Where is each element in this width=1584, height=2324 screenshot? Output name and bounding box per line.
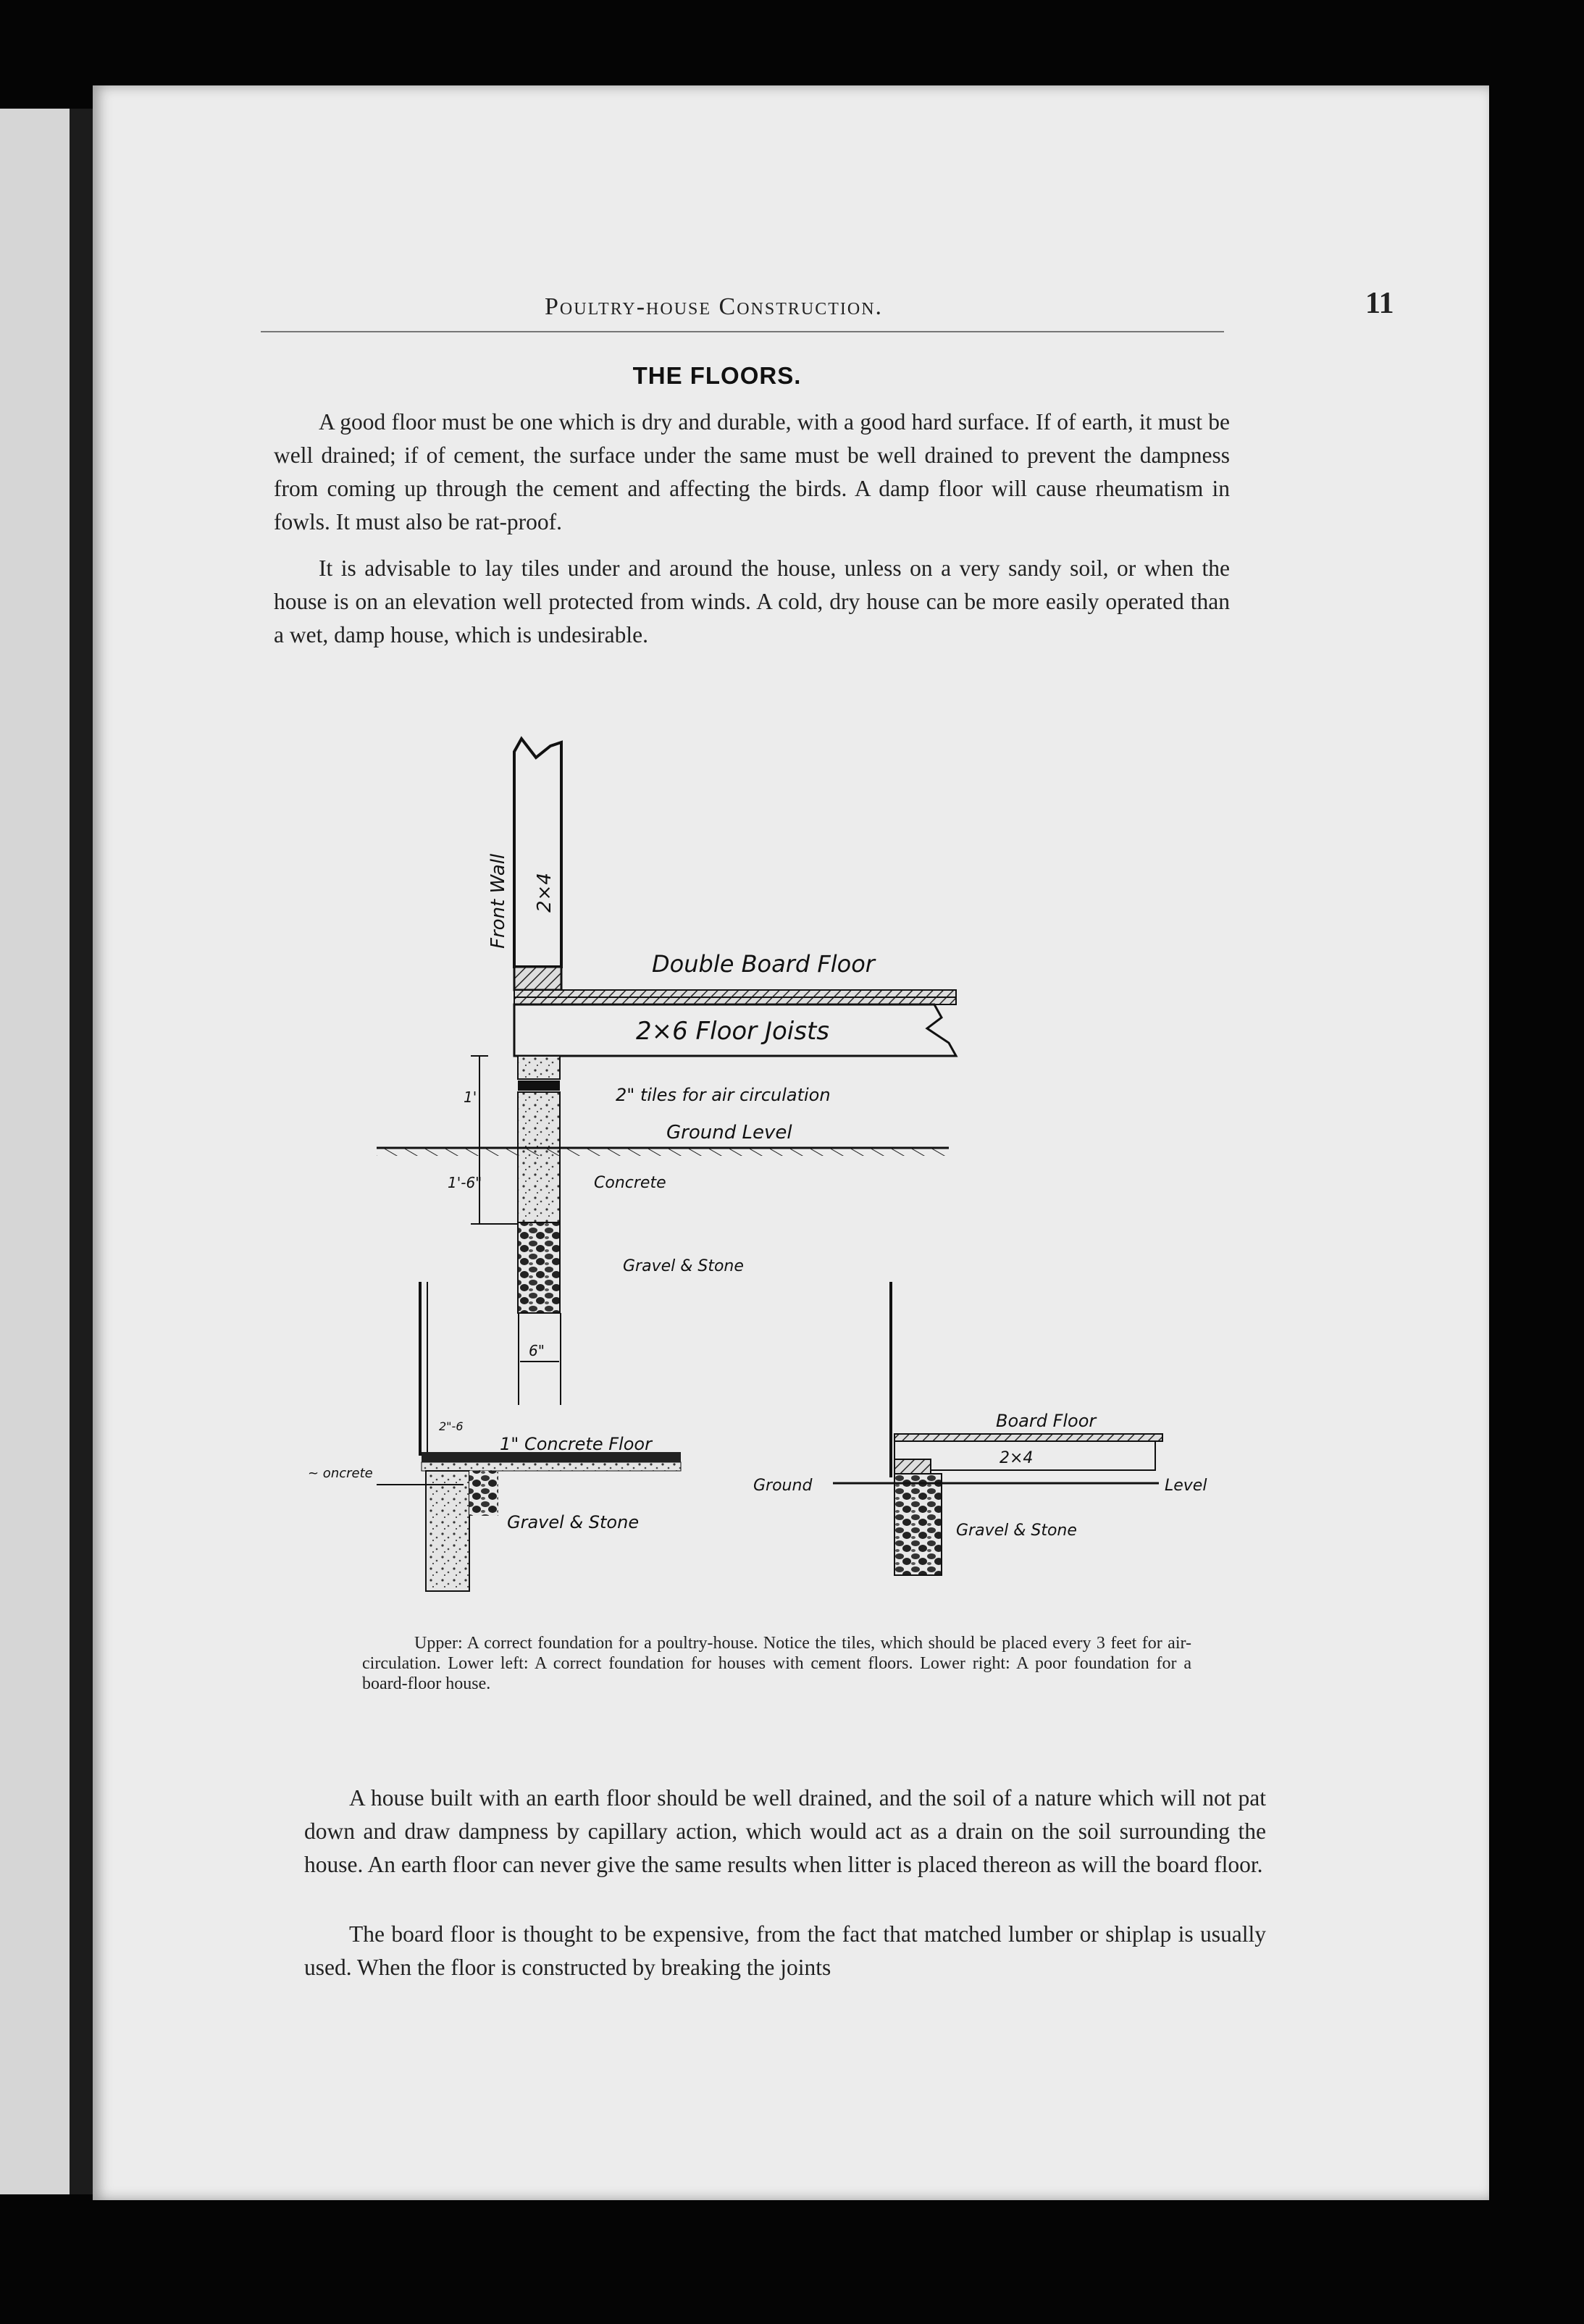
sill-right [894,1459,931,1474]
board-floor-label: Board Floor [996,1411,1097,1431]
foundation-diagram [290,731,1231,1622]
tiles-label: 2" tiles for air circulation [616,1085,831,1105]
stud-right-label: 2×4 [1000,1449,1034,1467]
concrete-floor-label: 1" Concrete Floor [500,1434,652,1454]
concrete-footing [518,1092,560,1222]
page-header [261,206,1394,330]
level-label: Level [1165,1477,1207,1495]
stud-label: 2×4 [534,873,556,913]
gravel-left [469,1471,498,1516]
double-board-floor-label: Double Board Floor [652,950,875,978]
ground-label: Ground [753,1477,813,1495]
concrete-side-label: ~ oncrete [308,1466,373,1481]
page-number: 11 [1365,287,1394,320]
width-label: 6" [529,1342,545,1359]
lower-left-diagram [308,1282,681,1591]
front-wall-label: Front Wall [487,853,509,949]
book-gutter [70,109,93,2194]
gravel-stone-label: Gravel & Stone [623,1257,744,1275]
running-title: Poultry-house Construction. [545,293,884,320]
left-page-edge [0,109,78,2194]
gravel-stone-left-label: Gravel & Stone [507,1512,640,1532]
gravel-footing [518,1222,560,1313]
upper-diagram [377,739,956,1405]
wall-footing [426,1471,469,1591]
concrete-label: Concrete [594,1174,666,1192]
floor-joists-label: 2×6 Floor Joists [636,1017,829,1046]
paragraph-2: It is advisable to lay tiles under and around the house, unless on a very sandy soil, or when the house is on an elevation well protected from winds. A cold, dry house can be more easily operated than a wet, damp house, which is undesirable. [274,555,1230,647]
dim-lower-label: 1'-6" [448,1174,482,1191]
concrete-slab [422,1462,681,1471]
small-dim-label: 2"-6 [439,1419,464,1433]
board-floor-upper [514,990,956,997]
paragraph-1: A good floor must be one which is dry and durable, with a good hard surface. If of earth, it must be well drained; if of cement, the surface under the same must be well drained to prevent the dampness from coming up through the cement and affecting the birds. A damp floor will cause rheumatism in fowls. It must also be rat-proof. [274,409,1230,534]
gravel-right [894,1474,942,1575]
dim-upper-label: 1' [464,1088,477,1106]
ground-hatch-upper [377,1149,949,1156]
tile-block [518,1056,560,1079]
paragraph-3: A house built with an earth floor should be well drained, and the soil of a nature which will not pat down and draw dampness by capillary action, which would act as a drain on the soil surrounding the house. An earth floor can never give the same results when litter is placed thereon as will the board floor. [304,1785,1266,1877]
sill-plate [514,967,561,990]
figure-caption: Upper: A correct foundation for a poultry-house. Notice the tiles, which should be placed every 3 feet for air-circulation. Lower left: A correct foundation for houses with cement floors. Lower right: A poor foundation for a board-floor house. [362,1634,1191,1693]
section-title: THE FLOORS. [632,362,802,389]
front-wall-stud [514,739,561,967]
tile-band [518,1081,560,1091]
lower-right-diagram [753,1282,1207,1575]
board-floor-right [894,1434,1162,1441]
paragraph-4: The board floor is thought to be expensive, from the fact that matched lumber or shiplap is usually used. When the floor is constructed by breaking the joints [304,1921,1266,1980]
ground-level-label: Ground Level [666,1122,792,1144]
gravel-stone-right-label: Gravel & Stone [956,1522,1077,1540]
header-rule [261,331,1224,332]
